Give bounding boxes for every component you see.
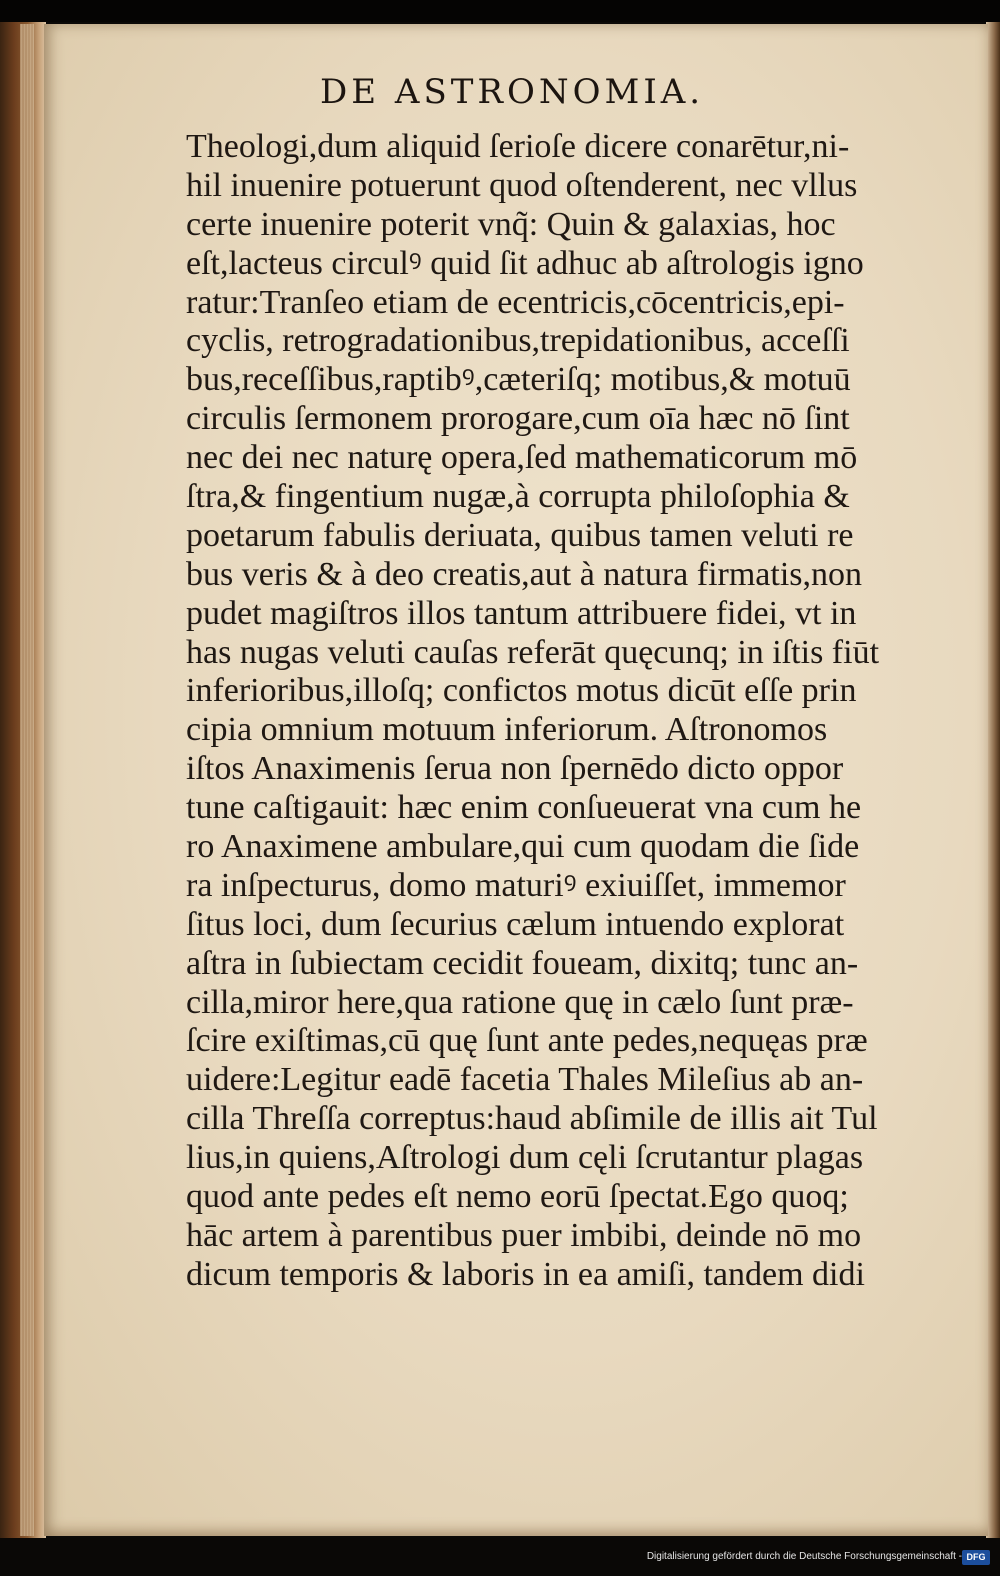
running-head: DE ASTRONOMIA. bbox=[320, 72, 705, 112]
text-line: ſcire exiſtimas,cū quę ſunt ante pedes,nequęas præ bbox=[186, 1022, 868, 1060]
text-line: uidere:Legitur eadē facetia Thales Mileſius ab an- bbox=[186, 1061, 864, 1099]
text-line: hāc artem à parentibus puer imbibi, deinde nō mo bbox=[186, 1216, 862, 1254]
text-line: cipia omnium motuum inferiorum. Aſtronomos bbox=[186, 711, 828, 749]
text-line: dicum temporis & laboris in ea amiſi, tandem didi bbox=[186, 1255, 865, 1293]
text-line: circulis ſermonem prorogare,cum oīa hæc nō ſint bbox=[186, 400, 850, 438]
scanner-top-band bbox=[0, 0, 1000, 22]
text-line: cilla Threſſa correptus:haud abſimile de illis ait Tul bbox=[186, 1100, 878, 1138]
text-line: hil inuenire potuerunt quod oſtenderent, nec vllus bbox=[186, 166, 858, 204]
digitization-credit: Digitalisierung gefördert durch die Deutsche Forschungsgemeinschaft - bbox=[646, 1551, 962, 1562]
text-line: ra inſpecturus, domo maturiꝰ exiuiſſet, immemor bbox=[186, 866, 846, 904]
text-line: inferioribus,illoſq; confictos motus dicūt eſſe prin bbox=[186, 672, 857, 710]
text-line: lius,in quiens,Aſtrologi dum cęli ſcrutantur plagas bbox=[186, 1139, 864, 1177]
text-line: certe inuenire poterit vnq̃: Quin & galaxias, hoc bbox=[186, 205, 836, 243]
text-line: tune caſtigauit: hæc enim conſueuerat vna cum he bbox=[186, 789, 862, 827]
text-line: pudet magiſtros illos tantum attribuere fidei, vt in bbox=[186, 594, 857, 632]
text-line: nec dei nec naturę opera,ſed mathematicorum mō bbox=[186, 439, 858, 477]
text-line: ro Anaximene ambulare,qui cum quodam die ſide bbox=[186, 828, 860, 866]
body-text bbox=[186, 128, 936, 1295]
text-line: poetarum fabulis deriuata, quibus tamen veluti re bbox=[186, 516, 854, 554]
text-line: has nugas veluti cauſas referāt quęcunq; in iſtis fiūt bbox=[186, 633, 880, 671]
text-line: ratur:Tranſeo etiam de ecentricis,cōcentricis,epi- bbox=[186, 283, 845, 321]
text-line: cilla,miror here,qua ratione quę in cælo ſunt præ- bbox=[186, 983, 854, 1021]
dfg-logo: DFG bbox=[962, 1550, 990, 1565]
page-right-edge bbox=[986, 22, 1000, 1540]
text-line: iſtos Anaximenis ſerua non ſpernēdo dicto oppor bbox=[186, 750, 844, 788]
text-line: bus veris & à deo creatis,aut à natura firmatis,non bbox=[186, 555, 862, 593]
text-line: Theologi,dum aliquid ſerioſe dicere conarētur,ni- bbox=[186, 128, 850, 165]
text-line: aſtra in ſubiectam cecidit foueam, dixitq; tunc an- bbox=[186, 944, 859, 982]
text-line: ſitus loci, dum ſecurius cælum intuendo explorat bbox=[186, 905, 845, 943]
text-line: cyclis, retrogradationibus,trepidationibus, acceſſi bbox=[186, 322, 850, 360]
text-line: eſt,lacteus circulꝰ quid ſit adhuc ab aſtrologis igno bbox=[186, 244, 864, 282]
text-line: quod ante pedes eſt nemo eorū ſpectat.Ego quoq; bbox=[186, 1178, 849, 1216]
text-line: ſtra,& fingentium nugæ,à corrupta philoſophia & bbox=[186, 478, 850, 516]
text-line: bus,receſſibus,raptibꝰ,cæteriſq; motibus,& motuū bbox=[186, 361, 851, 399]
page-stack-edge bbox=[20, 24, 34, 1536]
